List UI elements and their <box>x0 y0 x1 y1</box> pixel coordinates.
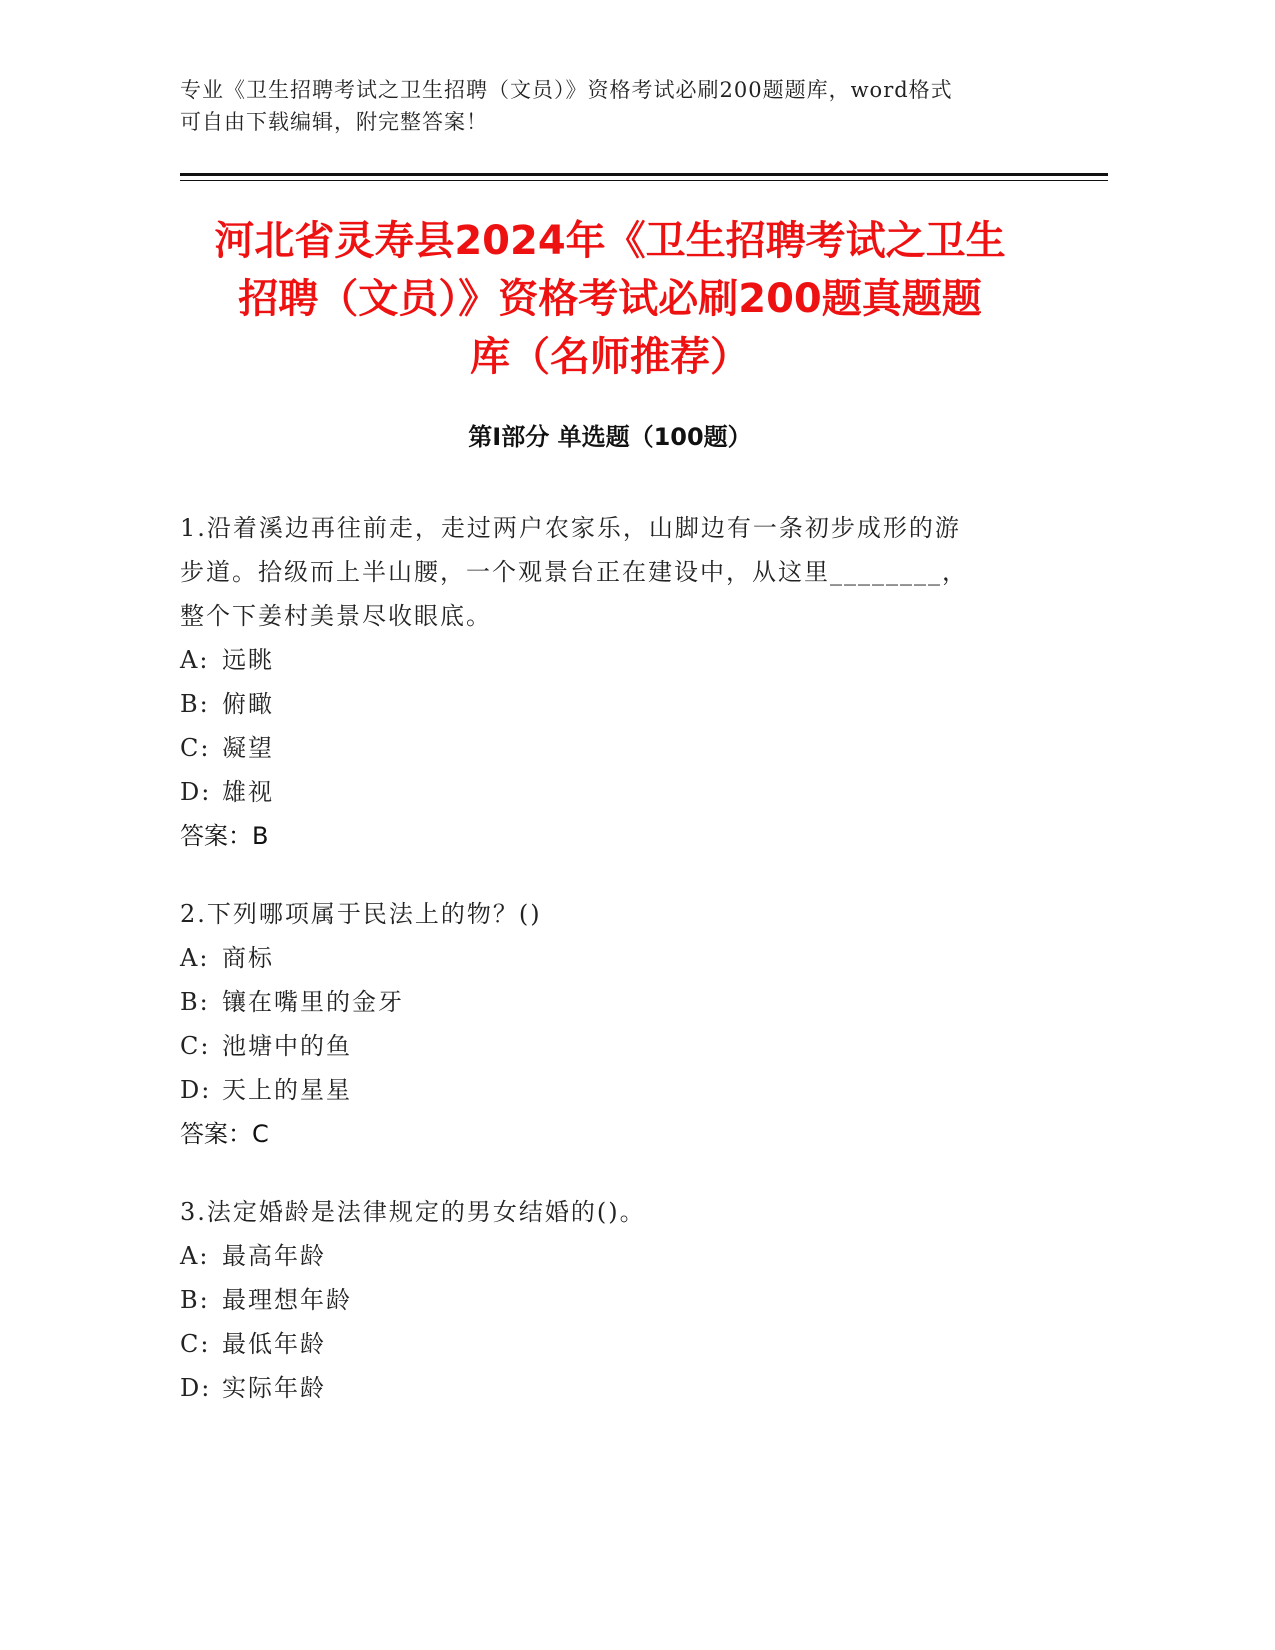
option-letter: A: <box>180 1242 210 1270</box>
header-note-line-2: 可自由下载编辑，附完整答案！ <box>180 110 488 134</box>
option-letter: D: <box>180 1374 212 1402</box>
question-stem-line: 整个下姜村美景尽收眼底。 <box>180 602 492 630</box>
question-stem-line: 3.法定婚龄是法律规定的男女结婚的()。 <box>180 1198 646 1226</box>
option-letter: A: <box>180 944 210 972</box>
option-letter: B: <box>180 988 210 1016</box>
option-letter: B: <box>180 1286 210 1314</box>
question-3 <box>180 1190 1040 1410</box>
option-text: 俯瞰 <box>222 690 274 718</box>
option-b <box>180 682 1040 726</box>
option-c <box>180 1322 1040 1366</box>
option-letter: D: <box>180 778 212 806</box>
option-d <box>180 1068 1040 1112</box>
option-letter: D: <box>180 1076 212 1104</box>
header-note-line-1: 专业《卫生招聘考试之卫生招聘（文员）》资格考试必刷200题题库，word格式 <box>180 78 953 102</box>
header-note <box>180 74 1040 138</box>
option-b <box>180 980 1040 1024</box>
option-text: 商标 <box>222 944 274 972</box>
option-letter: C: <box>180 734 211 762</box>
section-heading: 第Ⅰ部分 单选题（100题） <box>468 423 752 451</box>
question-stem-line: 1.沿着溪边再往前走，走过两户农家乐，山脚边有一条初步成形的游 <box>180 514 961 542</box>
document-title-line-2: 招聘（文员）》资格考试必刷200题真题题 <box>238 276 982 322</box>
document-title-line-3: 库（名师推荐） <box>470 334 750 380</box>
question-2 <box>180 892 1040 1156</box>
option-c <box>180 1024 1040 1068</box>
option-text: 最低年龄 <box>222 1330 326 1358</box>
option-a <box>180 1234 1040 1278</box>
header-divider-thick <box>180 173 1108 176</box>
option-d <box>180 1366 1040 1410</box>
option-b <box>180 1278 1040 1322</box>
header-divider-thin <box>180 180 1108 181</box>
answer-line: 答案：B <box>180 822 269 850</box>
option-letter: C: <box>180 1330 211 1358</box>
option-text: 镶在嘴里的金牙 <box>222 988 404 1016</box>
option-a <box>180 936 1040 980</box>
option-text: 雄视 <box>222 778 274 806</box>
question-list <box>180 506 1040 1444</box>
option-letter: B: <box>180 690 210 718</box>
option-text: 实际年龄 <box>222 1374 326 1402</box>
option-text: 最高年龄 <box>222 1242 326 1270</box>
option-text: 凝望 <box>222 734 274 762</box>
option-text: 天上的星星 <box>222 1076 352 1104</box>
option-letter: C: <box>180 1032 211 1060</box>
option-text: 池塘中的鱼 <box>222 1032 352 1060</box>
option-d <box>180 770 1040 814</box>
option-a <box>180 638 1040 682</box>
document-title <box>150 212 1070 386</box>
document-title-line-1: 河北省灵寿县2024年《卫生招聘考试之卫生 <box>214 218 1006 264</box>
question-stem-line: 2.下列哪项属于民法上的物？() <box>180 900 542 928</box>
answer-line: 答案：C <box>180 1120 269 1148</box>
option-text: 远眺 <box>222 646 274 674</box>
option-text: 最理想年龄 <box>222 1286 352 1314</box>
question-stem-line: 步道。拾级而上半山腰，一个观景台正在建设中，从这里________， <box>180 558 968 586</box>
question-1 <box>180 506 1040 858</box>
option-letter: A: <box>180 646 210 674</box>
option-c <box>180 726 1040 770</box>
